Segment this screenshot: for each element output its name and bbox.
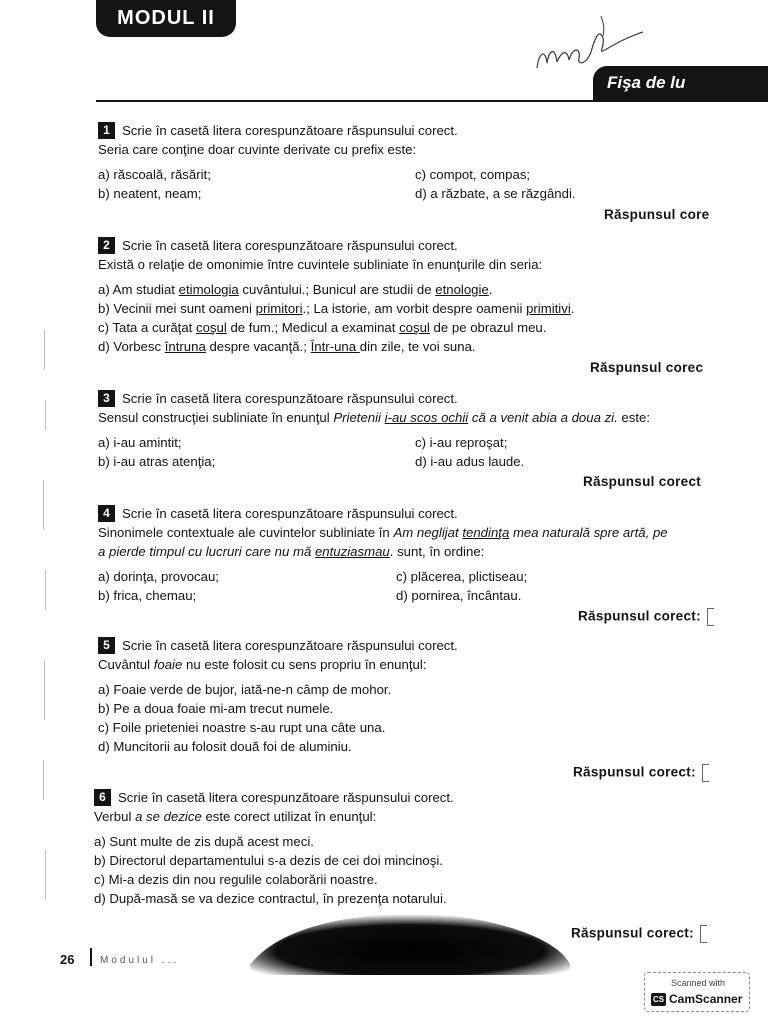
exercise-2: [98, 236, 738, 356]
option-c[interactable]: c) Tata a curăţat coşul de fum.; Medicul a examinat coşul de pe obrazul meu.: [98, 320, 547, 335]
answer-box[interactable]: [700, 925, 707, 943]
exercise-1: [98, 121, 738, 203]
binding-speckle: [38, 330, 52, 930]
option-b[interactable]: b) i-au atras atenţia;: [98, 454, 216, 469]
camscanner-name: CamScanner: [669, 992, 743, 1006]
option-d[interactable]: d) pornirea, încântau.: [396, 588, 522, 603]
options-grid: [98, 433, 738, 471]
exercise-number: 3: [98, 390, 115, 407]
option-c[interactable]: c) plăcerea, plictiseau;: [396, 569, 528, 584]
answer-label: Răspunsul corect: [583, 474, 702, 489]
answer-label: Răspunsul corect:: [573, 764, 709, 782]
answer-label: Răspunsul corect:: [571, 925, 707, 943]
answer-label: Răspunsul core: [604, 207, 710, 222]
exercise-number: 6: [94, 789, 111, 806]
exercise-4: [98, 504, 720, 605]
option-b[interactable]: b) Pe a doua foaie mi-am trecut numele.: [98, 701, 334, 716]
exercise-6: [94, 788, 734, 908]
option-b[interactable]: b) neatent, neam;: [98, 186, 202, 201]
option-a[interactable]: a) i-au amintit;: [98, 435, 182, 450]
exercise-5: [98, 636, 738, 756]
exercise-question: Cuvântul foaie nu este folosit cu sens propriu în enunţul:: [98, 657, 427, 672]
exercise-question-line-1: Sinonimele contextuale ale cuvintelor subliniate în Am neglijat tendinţa mea naturală spre artă, pe: [98, 525, 668, 540]
option-b[interactable]: b) Vecinii mei sunt oameni primitori.; La istorie, am vorbit despre oamenii primitivi.: [98, 301, 575, 316]
option-a[interactable]: a) dorinţa, provocau;: [98, 569, 219, 584]
worksheet-tab: Fişa de lu: [593, 66, 768, 100]
page-number: 26: [60, 952, 75, 967]
exercise-instruction: Scrie în casetă litera corespunzătoare răspunsului corect.: [122, 391, 458, 406]
exercise-number: 1: [98, 122, 115, 139]
option-a[interactable]: a) Am studiat etimologia cuvântului.; Bunicul are studii de etnologie.: [98, 282, 493, 297]
options-grid: [98, 165, 738, 203]
options-list: [98, 680, 738, 756]
footer-divider: [90, 948, 92, 966]
camscanner-watermark: [644, 972, 750, 1012]
option-d[interactable]: d) Vorbesc întruna despre vacanţă.; Într-una din zile, te voi suna.: [98, 339, 476, 354]
option-b[interactable]: b) Directorul departamentului s-a dezis de cei doi mincinoşi.: [94, 853, 443, 868]
answer-box[interactable]: [702, 764, 709, 782]
exercise-instruction: Scrie în casetă litera corespunzătoare răspunsului corect.: [118, 790, 454, 805]
options-list: [98, 280, 738, 356]
option-d[interactable]: d) i-au adus laude.: [415, 454, 525, 469]
option-d[interactable]: d) După-masă se va dezice contractul, în prezenţa notarului.: [94, 891, 447, 906]
answer-label: Răspunsul corect:: [578, 608, 714, 626]
option-a[interactable]: a) Foaie verde de bujor, iată-ne-n câmp de mohor.: [98, 682, 392, 697]
module-badge: MODUL II: [96, 0, 236, 37]
option-b[interactable]: b) frica, chemau;: [98, 588, 197, 603]
exercise-number: 5: [98, 637, 115, 654]
options-grid: [98, 567, 720, 605]
exercise-question: Seria care conţine doar cuvinte derivate cu prefix este:: [98, 142, 417, 157]
exercise-instruction: Scrie în casetă litera corespunzătoare răspunsului corect.: [122, 638, 458, 653]
options-list: [94, 832, 734, 908]
option-c[interactable]: c) Mi-a dezis din nou regulile colaborării noastre.: [94, 872, 378, 887]
exercise-instruction: Scrie în casetă litera corespunzătoare răspunsului corect.: [122, 238, 458, 253]
exercise-question: Există o relaţie de omonimie între cuvintele subliniate în enunţurile din seria:: [98, 257, 543, 272]
exercise-instruction: Scrie în casetă litera corespunzătoare răspunsului corect.: [122, 506, 458, 521]
exercise-number: 4: [98, 505, 115, 522]
exercise-question: Verbul a se dezice este corect utilizat în enunţul:: [94, 809, 377, 824]
exercise-question: Sensul construcţiei subliniate în enunţul Prietenii i-au scos ochii că a venit abia a doua zi. este:: [98, 410, 651, 425]
option-a[interactable]: a) Sunt multe de zis după acest meci.: [94, 834, 314, 849]
option-d[interactable]: d) a răzbate, a se răzgândi.: [415, 186, 576, 201]
exercise-number: 2: [98, 237, 115, 254]
option-a[interactable]: a) răscoală, răsărit;: [98, 167, 211, 182]
option-c[interactable]: c) Foile prieteniei noastre s-au rupt una câte una.: [98, 720, 386, 735]
running-footer: Modulul ...: [100, 955, 180, 966]
option-d[interactable]: d) Muncitorii au folosit două foi de aluminiu.: [98, 739, 352, 754]
scanned-with-text: Scanned with: [670, 978, 726, 988]
exercise-question-line-2: a pierde timpul cu lucruri care nu mă entuziasmau. sunt, în ordine:: [98, 544, 485, 559]
exercise-3: [98, 389, 738, 471]
exercise-instruction: Scrie în casetă litera corespunzătoare răspunsului corect.: [122, 123, 458, 138]
answer-label: Răspunsul corec: [590, 360, 704, 375]
scan-shadow: [240, 905, 580, 975]
header-divider: [96, 100, 768, 102]
option-c[interactable]: c) compot, compas;: [415, 167, 531, 182]
camscanner-logo-icon: CS: [652, 995, 665, 1004]
answer-box[interactable]: [707, 608, 714, 626]
option-c[interactable]: c) i-au reproşat;: [415, 435, 508, 450]
